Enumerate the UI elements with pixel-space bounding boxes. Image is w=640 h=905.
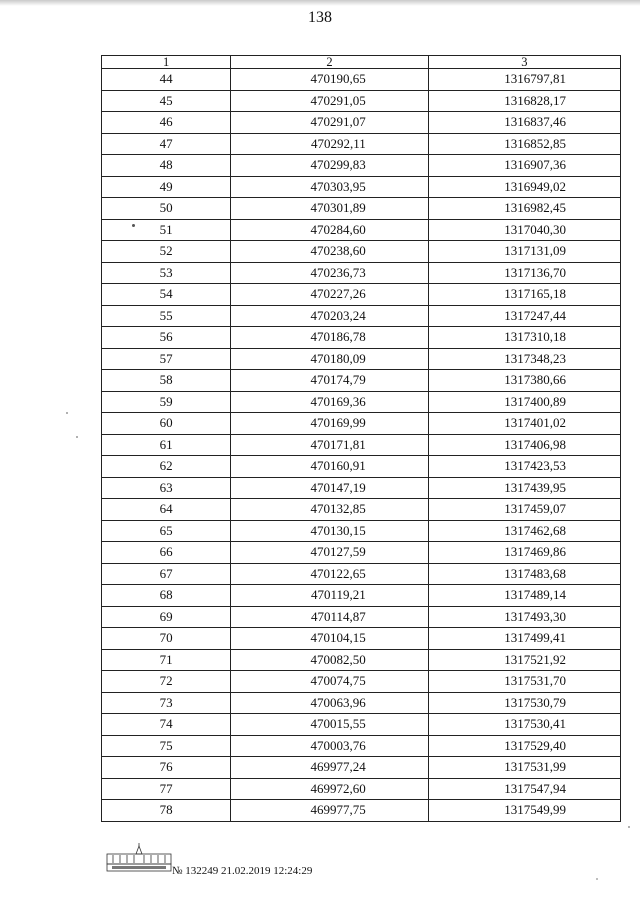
- table-row: [102, 563, 621, 585]
- y-coordinate-cell: 1317400,89: [428, 391, 620, 413]
- y-coordinate-cell: 1317530,41: [428, 714, 620, 736]
- table-row: [102, 434, 621, 456]
- y-coordinate-cell: 1317348,23: [428, 348, 620, 370]
- x-coordinate-cell: 470127,59: [231, 542, 429, 564]
- x-coordinate-cell: 470303,95: [231, 176, 429, 198]
- x-coordinate-cell: 470171,81: [231, 434, 429, 456]
- point-number-cell: 54: [102, 284, 231, 306]
- x-coordinate-cell: 470186,78: [231, 327, 429, 349]
- point-number-cell: 67: [102, 563, 231, 585]
- x-coordinate-cell: 470119,21: [231, 585, 429, 607]
- point-number-cell: 59: [102, 391, 231, 413]
- table-row: [102, 585, 621, 607]
- government-building-stamp-icon: [106, 842, 172, 874]
- point-number-cell: 49: [102, 176, 231, 198]
- point-number-cell: 72: [102, 671, 231, 693]
- table-row: [102, 714, 621, 736]
- x-coordinate-cell: 470236,73: [231, 262, 429, 284]
- page-number: 138: [308, 9, 332, 26]
- x-coordinate-cell: 470299,83: [231, 155, 429, 177]
- y-coordinate-cell: 1317499,41: [428, 628, 620, 650]
- point-number-cell: 46: [102, 112, 231, 134]
- table-row: [102, 391, 621, 413]
- table-row: [102, 413, 621, 435]
- y-coordinate-cell: 1317521,92: [428, 649, 620, 671]
- point-number-cell: 50: [102, 198, 231, 220]
- y-coordinate-cell: 1317547,94: [428, 778, 620, 800]
- table-body: [102, 69, 621, 822]
- y-coordinate-cell: 1317406,98: [428, 434, 620, 456]
- y-coordinate-cell: 1316982,45: [428, 198, 620, 220]
- y-coordinate-cell: 1317040,30: [428, 219, 620, 241]
- y-coordinate-cell: 1317439,95: [428, 477, 620, 499]
- table-row: [102, 133, 621, 155]
- table-row: [102, 262, 621, 284]
- point-number-cell: 47: [102, 133, 231, 155]
- x-coordinate-cell: 470169,36: [231, 391, 429, 413]
- x-coordinate-cell: 470147,19: [231, 477, 429, 499]
- point-number-cell: 61: [102, 434, 231, 456]
- table-row: [102, 477, 621, 499]
- table-row: [102, 628, 621, 650]
- x-coordinate-cell: 470292,11: [231, 133, 429, 155]
- point-number-cell: 51: [102, 219, 231, 241]
- y-coordinate-cell: 1317549,99: [428, 800, 620, 822]
- point-number-cell: 76: [102, 757, 231, 779]
- x-coordinate-cell: 470284,60: [231, 219, 429, 241]
- x-coordinate-cell: 470190,65: [231, 69, 429, 91]
- point-number-cell: 63: [102, 477, 231, 499]
- table-header-row: [102, 56, 621, 69]
- x-coordinate-cell: 470238,60: [231, 241, 429, 263]
- x-coordinate-cell: 470227,26: [231, 284, 429, 306]
- point-number-cell: 65: [102, 520, 231, 542]
- scan-edge-shadow: [0, 0, 640, 6]
- table-row: [102, 370, 621, 392]
- y-coordinate-cell: 1317423,53: [428, 456, 620, 478]
- table-row: [102, 671, 621, 693]
- table-row: [102, 241, 621, 263]
- y-coordinate-cell: 1317310,18: [428, 327, 620, 349]
- coordinates-table: [101, 55, 621, 822]
- point-number-cell: 69: [102, 606, 231, 628]
- document-footer: [106, 842, 526, 882]
- table-row: [102, 112, 621, 134]
- table-row: [102, 176, 621, 198]
- document-reference: № 132249 21.02.2019 12:24:29: [172, 865, 313, 877]
- y-coordinate-cell: 1317493,30: [428, 606, 620, 628]
- table-row: [102, 155, 621, 177]
- x-coordinate-cell: 470063,96: [231, 692, 429, 714]
- y-coordinate-cell: 1317131,09: [428, 241, 620, 263]
- table-row: [102, 757, 621, 779]
- point-number-cell: 53: [102, 262, 231, 284]
- y-coordinate-cell: 1317462,68: [428, 520, 620, 542]
- table-row: [102, 219, 621, 241]
- point-number-cell: 62: [102, 456, 231, 478]
- y-coordinate-cell: 1317529,40: [428, 735, 620, 757]
- table-row: [102, 499, 621, 521]
- x-coordinate-cell: 470104,15: [231, 628, 429, 650]
- point-number-cell: 73: [102, 692, 231, 714]
- table-row: [102, 69, 621, 91]
- y-coordinate-cell: 1317247,44: [428, 305, 620, 327]
- point-number-cell: 58: [102, 370, 231, 392]
- point-number-cell: 66: [102, 542, 231, 564]
- point-number-cell: 71: [102, 649, 231, 671]
- table-row: [102, 692, 621, 714]
- table-row: [102, 649, 621, 671]
- x-coordinate-cell: 470132,85: [231, 499, 429, 521]
- point-number-cell: 55: [102, 305, 231, 327]
- column-header-1: 1: [102, 56, 231, 69]
- x-coordinate-cell: 469977,75: [231, 800, 429, 822]
- y-coordinate-cell: 1316852,85: [428, 133, 620, 155]
- scan-speck: [66, 412, 68, 414]
- y-coordinate-cell: 1317380,66: [428, 370, 620, 392]
- point-number-cell: 45: [102, 90, 231, 112]
- table-row: [102, 284, 621, 306]
- x-coordinate-cell: 469972,60: [231, 778, 429, 800]
- table-row: [102, 90, 621, 112]
- table-row: [102, 348, 621, 370]
- table-row: [102, 456, 621, 478]
- x-coordinate-cell: 470174,79: [231, 370, 429, 392]
- x-coordinate-cell: 470130,15: [231, 520, 429, 542]
- point-number-cell: 70: [102, 628, 231, 650]
- point-number-cell: 68: [102, 585, 231, 607]
- y-coordinate-cell: 1317469,86: [428, 542, 620, 564]
- point-number-cell: 44: [102, 69, 231, 91]
- table-row: [102, 800, 621, 822]
- scan-speck: [132, 224, 135, 227]
- x-coordinate-cell: 470114,87: [231, 606, 429, 628]
- y-coordinate-cell: 1317401,02: [428, 413, 620, 435]
- y-coordinate-cell: 1317530,79: [428, 692, 620, 714]
- x-coordinate-cell: 470160,91: [231, 456, 429, 478]
- x-coordinate-cell: 470074,75: [231, 671, 429, 693]
- x-coordinate-cell: 470122,65: [231, 563, 429, 585]
- point-number-cell: 52: [102, 241, 231, 263]
- y-coordinate-cell: 1317136,70: [428, 262, 620, 284]
- table-row: [102, 735, 621, 757]
- point-number-cell: 74: [102, 714, 231, 736]
- point-number-cell: 48: [102, 155, 231, 177]
- y-coordinate-cell: 1316907,36: [428, 155, 620, 177]
- column-header-2: 2: [231, 56, 429, 69]
- x-coordinate-cell: 470291,07: [231, 112, 429, 134]
- table-row: [102, 305, 621, 327]
- x-coordinate-cell: 470015,55: [231, 714, 429, 736]
- x-coordinate-cell: 470180,09: [231, 348, 429, 370]
- table-row: [102, 542, 621, 564]
- point-number-cell: 64: [102, 499, 231, 521]
- x-coordinate-cell: 470082,50: [231, 649, 429, 671]
- point-number-cell: 56: [102, 327, 231, 349]
- x-coordinate-cell: 470169,99: [231, 413, 429, 435]
- point-number-cell: 60: [102, 413, 231, 435]
- x-coordinate-cell: 470003,76: [231, 735, 429, 757]
- table-row: [102, 606, 621, 628]
- table-row: [102, 520, 621, 542]
- point-number-cell: 75: [102, 735, 231, 757]
- y-coordinate-cell: 1317483,68: [428, 563, 620, 585]
- scan-speck: [596, 878, 598, 880]
- y-coordinate-cell: 1317531,99: [428, 757, 620, 779]
- y-coordinate-cell: 1317489,14: [428, 585, 620, 607]
- table-row: [102, 198, 621, 220]
- y-coordinate-cell: 1317459,07: [428, 499, 620, 521]
- point-number-cell: 57: [102, 348, 231, 370]
- x-coordinate-cell: 470291,05: [231, 90, 429, 112]
- y-coordinate-cell: 1317531,70: [428, 671, 620, 693]
- scan-speck: [628, 826, 630, 828]
- x-coordinate-cell: 470301,89: [231, 198, 429, 220]
- scan-speck: [76, 436, 78, 438]
- table-row: [102, 778, 621, 800]
- x-coordinate-cell: 470203,24: [231, 305, 429, 327]
- y-coordinate-cell: 1317165,18: [428, 284, 620, 306]
- table-row: [102, 327, 621, 349]
- y-coordinate-cell: 1316797,81: [428, 69, 620, 91]
- y-coordinate-cell: 1316949,02: [428, 176, 620, 198]
- y-coordinate-cell: 1316828,17: [428, 90, 620, 112]
- column-header-3: 3: [428, 56, 620, 69]
- y-coordinate-cell: 1316837,46: [428, 112, 620, 134]
- point-number-cell: 77: [102, 778, 231, 800]
- x-coordinate-cell: 469977,24: [231, 757, 429, 779]
- point-number-cell: 78: [102, 800, 231, 822]
